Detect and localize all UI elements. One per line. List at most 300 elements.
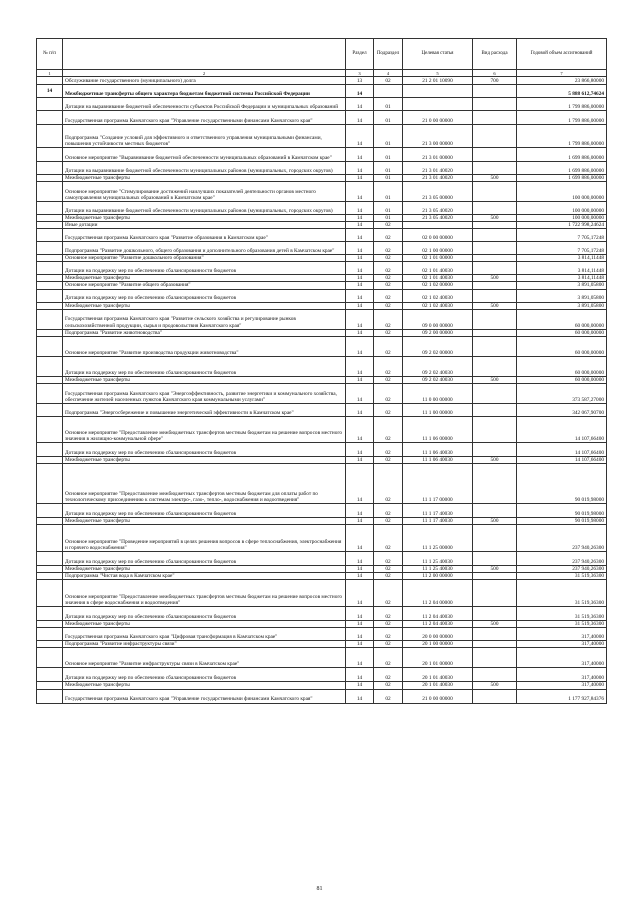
page-number: 81 [316, 886, 323, 892]
header-number: 7 [517, 70, 607, 77]
row-podrazdel: 02 [374, 289, 403, 302]
row-vr: 700 [473, 77, 517, 85]
row-csr: 21 3 05 40020 [403, 215, 473, 222]
row-vr [473, 668, 517, 682]
table-row [37, 403, 607, 416]
row-podrazdel: 02 [374, 262, 403, 275]
row-podrazdel: 02 [374, 689, 403, 703]
row-vr [473, 125, 517, 148]
row-sum: 90 019,98000 [517, 503, 607, 517]
row-name: Межбюджетные трансферты [63, 215, 346, 222]
table-row [37, 215, 607, 222]
table-row [37, 125, 607, 148]
table-row [37, 689, 607, 703]
row-vr [473, 416, 517, 442]
row-csr: 09 2 02 40030 [403, 376, 473, 383]
table-row [37, 580, 607, 607]
row-vr: 500 [473, 275, 517, 282]
header-number: 2 [63, 70, 346, 77]
row-name: Основное мероприятие "Выравнивание бюджетной обеспеченности муниципальных образований в Камчатском крае" [63, 148, 346, 162]
row-podrazdel: 02 [374, 463, 403, 503]
row-number [37, 566, 63, 573]
row-vr [473, 403, 517, 416]
row-name: Межбюджетные трансферты [63, 517, 346, 524]
row-razdel: 14 [346, 229, 374, 242]
table-row [37, 302, 607, 309]
budget-table [36, 38, 607, 704]
row-sum: 237 940,26300 [517, 552, 607, 566]
row-csr: 11 1 25 00000 [403, 525, 473, 552]
row-csr: 20 1 01 40030 [403, 668, 473, 682]
row-sum: 1 722 998,24624 [517, 222, 607, 229]
table-row [37, 242, 607, 255]
row-csr: 11 1 06 00000 [403, 416, 473, 442]
row-csr: 21 3 05 00000 [403, 182, 473, 202]
row-vr: 500 [473, 215, 517, 222]
row-podrazdel: 01 [374, 148, 403, 162]
row-csr: 11 1 06 40030 [403, 456, 473, 463]
row-sum: 3 814,11448 [517, 275, 607, 282]
row-name: Основное мероприятие "Предоставление межбюджетных трансфертов местным бюджетам на решение вопросов местного значения в сфере водоснабжения и водоотведения" [63, 580, 346, 607]
row-razdel: 14 [346, 242, 374, 255]
row-number [37, 222, 63, 229]
row-number [37, 336, 63, 356]
row-csr: 21 3 00 00000 [403, 125, 473, 148]
row-sum: 3 814,11448 [517, 262, 607, 275]
row-podrazdel: 02 [374, 580, 403, 607]
row-name: Государственная программа Камчатского края "Развитие образования в Камчатском крае" [63, 229, 346, 242]
row-sum: 317,40000 [517, 682, 607, 689]
header-number: 5 [403, 70, 473, 77]
table-row [37, 162, 607, 175]
row-csr: 02 1 02 40030 [403, 289, 473, 302]
row-name: Межбюджетные трансферты [63, 566, 346, 573]
row-sum: 342 067,90700 [517, 403, 607, 416]
row-number [37, 182, 63, 202]
row-number [37, 580, 63, 607]
row-number [37, 525, 63, 552]
row-number [37, 442, 63, 456]
row-razdel: 14 [346, 552, 374, 566]
row-razdel: 14 [346, 202, 374, 215]
row-razdel: 14 [346, 376, 374, 383]
header-number: 3 [346, 70, 374, 77]
row-razdel: 14 [346, 503, 374, 517]
row-number [37, 463, 63, 503]
table-row [37, 111, 607, 125]
table-row [37, 525, 607, 552]
row-podrazdel: 02 [374, 416, 403, 442]
row-sum: 60 000,00000 [517, 376, 607, 383]
row-number [37, 456, 63, 463]
table-row [37, 255, 607, 262]
row-sum: 100 000,00000 [517, 182, 607, 202]
row-razdel: 14 [346, 262, 374, 275]
row-name: Межбюджетные трансферты [63, 175, 346, 182]
row-csr: 02 1 02 40030 [403, 302, 473, 309]
row-vr [473, 111, 517, 125]
row-razdel: 14 [346, 175, 374, 182]
row-sum: 14 107,66400 [517, 416, 607, 442]
row-csr: 21 3 01 40020 [403, 175, 473, 182]
row-csr: 02 1 02 00000 [403, 282, 473, 289]
row-razdel: 14 [346, 85, 374, 98]
row-name: Обслуживание государственного (муниципального) долга [63, 77, 346, 85]
row-number [37, 111, 63, 125]
row-csr [403, 98, 473, 111]
row-razdel: 14 [346, 580, 374, 607]
row-razdel: 14 [346, 162, 374, 175]
row-podrazdel: 01 [374, 202, 403, 215]
row-sum: 100 000,00000 [517, 202, 607, 215]
row-vr [473, 356, 517, 376]
table-row [37, 148, 607, 162]
row-name: Государственная программа Камчатского края "Энергоэффективность, развитие энергетики и коммунального хозяйства, обеспечение жителей населенных пунктов Камчатского края коммунальными услугами" [63, 383, 346, 403]
row-number [37, 202, 63, 215]
row-number [37, 607, 63, 621]
table-row [37, 275, 607, 282]
budget-page [36, 38, 606, 704]
row-name: Межбюджетные трансферты [63, 621, 346, 628]
row-number [37, 668, 63, 682]
table-row [37, 77, 607, 85]
row-vr [473, 162, 517, 175]
row-name: Основное мероприятие "Развитие общего образования" [63, 282, 346, 289]
row-csr: 11 2 04 40030 [403, 607, 473, 621]
row-sum: 60 000,00000 [517, 309, 607, 329]
row-vr [473, 262, 517, 275]
table-row [37, 262, 607, 275]
row-name: Дотации на поддержку мер по обеспечению сбалансированности бюджетов [63, 607, 346, 621]
row-razdel: 14 [346, 309, 374, 329]
row-vr [473, 648, 517, 668]
row-name: Дотации на выравнивание бюджетной обеспеченности муниципальных районов (муниципальных, городских округов) [63, 202, 346, 215]
table-row [37, 309, 607, 329]
table-row [37, 517, 607, 524]
row-podrazdel: 02 [374, 383, 403, 403]
row-name: Основное мероприятие "Развитие дошкольного образования" [63, 255, 346, 262]
row-vr [473, 329, 517, 336]
row-razdel: 14 [346, 628, 374, 641]
row-razdel: 14 [346, 517, 374, 524]
row-sum: 237 940,26300 [517, 525, 607, 552]
row-sum: 31 519,36300 [517, 580, 607, 607]
row-sum: 100 000,00000 [517, 215, 607, 222]
row-vr [473, 182, 517, 202]
row-name: Подпрограмма "Создание условий для эффективного и ответственного управления муниципальными финансами, повышения устойчивости местных бюджетов" [63, 125, 346, 148]
row-podrazdel: 02 [374, 302, 403, 309]
row-number [37, 383, 63, 403]
row-name: Государственная программа Камчатского края "Развитие сельского хозяйства и регулирование рынков сельскохозяйственной продукции, сырья и продовольствия Камчатского края" [63, 309, 346, 329]
row-podrazdel: 02 [374, 77, 403, 85]
header-number: 1 [37, 70, 63, 77]
row-name: Основное мероприятие "Стимулирование достижений наилучших показателей деятельности органов местного самоуправления муниципальных образований в Камчатском крае" [63, 182, 346, 202]
row-csr: 11 1 00 00000 [403, 403, 473, 416]
row-vr [473, 641, 517, 648]
row-vr [473, 463, 517, 503]
row-vr: 500 [473, 566, 517, 573]
row-csr: 11 2 00 00000 [403, 573, 473, 580]
table-row [37, 85, 607, 98]
row-csr: 11 2 04 00000 [403, 580, 473, 607]
row-podrazdel: 02 [374, 503, 403, 517]
row-name: Подпрограмма "Развитие инфраструктуры связи" [63, 641, 346, 648]
row-podrazdel: 02 [374, 282, 403, 289]
table-row [37, 552, 607, 566]
row-vr [473, 202, 517, 215]
row-name: Межбюджетные трансферты общего характера бюджетам бюджетной системы Российской Федерации [63, 85, 346, 98]
table-row [37, 289, 607, 302]
row-csr [403, 222, 473, 229]
row-vr [473, 552, 517, 566]
table-row [37, 503, 607, 517]
row-csr: 11 1 25 40030 [403, 552, 473, 566]
header-vr: Вид расхода [473, 39, 517, 70]
row-name: Основное мероприятие "Развитие производства продукции животноводства" [63, 336, 346, 356]
row-number [37, 682, 63, 689]
row-razdel: 14 [346, 275, 374, 282]
row-number [37, 242, 63, 255]
row-number [37, 641, 63, 648]
row-podrazdel: 02 [374, 517, 403, 524]
row-number [37, 552, 63, 566]
row-csr: 21 3 05 40020 [403, 202, 473, 215]
row-sum: 60 000,00000 [517, 336, 607, 356]
row-number [37, 309, 63, 329]
row-sum: 317,40000 [517, 648, 607, 668]
row-name: Основное мероприятие "Развитие инфраструктуры связи в Камчатском крае" [63, 648, 346, 668]
row-podrazdel: 02 [374, 222, 403, 229]
row-sum: 317,40000 [517, 668, 607, 682]
row-vr: 500 [473, 175, 517, 182]
row-number [37, 628, 63, 641]
row-sum: 1 799 886,00000 [517, 98, 607, 111]
row-csr: 11 0 00 00000 [403, 383, 473, 403]
row-podrazdel: 02 [374, 403, 403, 416]
row-razdel: 14 [346, 442, 374, 456]
row-razdel: 14 [346, 668, 374, 682]
row-podrazdel: 02 [374, 566, 403, 573]
row-number [37, 255, 63, 262]
row-name: Дотации на поддержку мер по обеспечению сбалансированности бюджетов [63, 552, 346, 566]
row-sum: 237 940,26300 [517, 566, 607, 573]
table-row [37, 641, 607, 648]
row-vr [473, 503, 517, 517]
row-podrazdel: 01 [374, 111, 403, 125]
table-row [37, 336, 607, 356]
table-row [37, 182, 607, 202]
row-vr [473, 222, 517, 229]
row-podrazdel: 02 [374, 648, 403, 668]
header-num: № п/п [37, 39, 63, 70]
row-csr: 21 0 00 00000 [403, 689, 473, 703]
row-podrazdel: 02 [374, 573, 403, 580]
row-vr [473, 573, 517, 580]
row-csr: 02 1 00 00000 [403, 242, 473, 255]
row-csr: 09 2 02 00000 [403, 336, 473, 356]
row-number [37, 175, 63, 182]
row-csr: 11 1 17 40030 [403, 503, 473, 517]
row-vr [473, 525, 517, 552]
row-podrazdel: 02 [374, 255, 403, 262]
row-sum: 31 519,36300 [517, 607, 607, 621]
row-name: Подпрограмма "Чистая вода в Камчатском крае" [63, 573, 346, 580]
row-vr: 500 [473, 517, 517, 524]
row-sum: 1 799 886,00000 [517, 125, 607, 148]
row-razdel: 14 [346, 566, 374, 573]
row-razdel: 14 [346, 289, 374, 302]
table-row [37, 648, 607, 668]
row-name: Дотации на поддержку мер по обеспечению сбалансированности бюджетов [63, 503, 346, 517]
row-razdel: 14 [346, 416, 374, 442]
header-number: 4 [374, 70, 403, 77]
row-number [37, 275, 63, 282]
row-number: 14 [37, 85, 63, 98]
row-number [37, 215, 63, 222]
row-number [37, 503, 63, 517]
row-vr [473, 242, 517, 255]
row-name: Подпрограмма "Развитие животноводства" [63, 329, 346, 336]
row-name: Государственная программа Камчатского края "Управление государственными финансами Камчатского края" [63, 111, 346, 125]
row-name: Дотации на выравнивание бюджетной обеспеченности муниципальных районов (муниципальных, городских округов) [63, 162, 346, 175]
row-number [37, 403, 63, 416]
row-podrazdel: 02 [374, 641, 403, 648]
row-podrazdel: 01 [374, 162, 403, 175]
row-vr [473, 442, 517, 456]
row-name: Дотации на поддержку мер по обеспечению сбалансированности бюджетов [63, 356, 346, 376]
table-row [37, 668, 607, 682]
row-sum: 373 587,27000 [517, 383, 607, 403]
row-csr: 11 2 04 40030 [403, 621, 473, 628]
row-sum: 60 000,00000 [517, 329, 607, 336]
table-row [37, 329, 607, 336]
table-body [37, 77, 607, 704]
row-name: Межбюджетные трансферты [63, 376, 346, 383]
row-razdel: 14 [346, 111, 374, 125]
header-csr: Целевая статья [403, 39, 473, 70]
row-razdel: 14 [346, 689, 374, 703]
header-number: 6 [473, 70, 517, 77]
row-podrazdel: 02 [374, 668, 403, 682]
row-number [37, 282, 63, 289]
row-podrazdel: 02 [374, 329, 403, 336]
row-razdel: 14 [346, 302, 374, 309]
row-sum: 7 705,17248 [517, 242, 607, 255]
row-vr [473, 607, 517, 621]
row-vr [473, 98, 517, 111]
row-podrazdel: 02 [374, 552, 403, 566]
row-name: Государственная программа Камчатского края "Цифровая трансформация в Камчатском крае" [63, 628, 346, 641]
row-razdel: 14 [346, 182, 374, 202]
row-razdel: 14 [346, 648, 374, 668]
row-csr: 09 2 00 00000 [403, 329, 473, 336]
row-sum: 23 866,80000 [517, 77, 607, 85]
row-number [37, 229, 63, 242]
row-sum: 5 888 612,74624 [517, 85, 607, 98]
row-razdel: 14 [346, 682, 374, 689]
row-number [37, 648, 63, 668]
row-podrazdel: 01 [374, 98, 403, 111]
row-number [37, 376, 63, 383]
row-number [37, 329, 63, 336]
row-podrazdel: 02 [374, 628, 403, 641]
row-podrazdel: 01 [374, 125, 403, 148]
row-csr: 11 1 17 40030 [403, 517, 473, 524]
table-header [37, 39, 607, 70]
row-podrazdel: 02 [374, 242, 403, 255]
table-row [37, 282, 607, 289]
row-csr: 02 1 01 40030 [403, 262, 473, 275]
row-sum: 3 891,05800 [517, 302, 607, 309]
row-sum: 7 705,17248 [517, 229, 607, 242]
table-row [37, 416, 607, 442]
row-name: Межбюджетные трансферты [63, 456, 346, 463]
row-podrazdel: 02 [374, 682, 403, 689]
row-vr [473, 628, 517, 641]
row-podrazdel: 01 [374, 182, 403, 202]
row-razdel: 13 [346, 77, 374, 85]
row-csr: 21 3 01 40020 [403, 162, 473, 175]
row-number [37, 573, 63, 580]
row-razdel: 14 [346, 336, 374, 356]
row-csr: 20 1 01 40030 [403, 682, 473, 689]
row-vr [473, 309, 517, 329]
row-csr: 02 1 01 40030 [403, 275, 473, 282]
row-razdel: 14 [346, 329, 374, 336]
row-razdel: 14 [346, 641, 374, 648]
row-name: Подпрограмма "Развитие дошкольного, общего образования и дополнительного образования детей в Камчатском крае" [63, 242, 346, 255]
row-razdel: 14 [346, 403, 374, 416]
row-number [37, 148, 63, 162]
row-razdel: 14 [346, 621, 374, 628]
row-name: Межбюджетные трансферты [63, 682, 346, 689]
row-razdel: 14 [346, 148, 374, 162]
row-name: Дотации на поддержку мер по обеспечению сбалансированности бюджетов [63, 262, 346, 275]
row-razdel: 14 [346, 255, 374, 262]
row-csr: 02 1 01 00000 [403, 255, 473, 262]
row-name: Межбюджетные трансферты [63, 275, 346, 282]
header-numbers [37, 70, 607, 77]
row-number [37, 125, 63, 148]
row-sum: 3 891,05800 [517, 289, 607, 302]
row-vr [473, 580, 517, 607]
row-razdel: 14 [346, 125, 374, 148]
row-number [37, 416, 63, 442]
row-sum: 317,40000 [517, 628, 607, 641]
row-podrazdel: 02 [374, 356, 403, 376]
table-row [37, 202, 607, 215]
row-razdel: 14 [346, 607, 374, 621]
row-razdel: 14 [346, 383, 374, 403]
row-csr: 21 3 01 00000 [403, 148, 473, 162]
row-csr: 20 1 00 00000 [403, 641, 473, 648]
row-razdel: 14 [346, 215, 374, 222]
row-sum: 60 000,00000 [517, 356, 607, 376]
row-vr [473, 255, 517, 262]
row-name: Основное мероприятие "Предоставление межбюджетных трансфертов местным бюджетам для оплаты работ по технологическому присоединению к системам электро-, газо-, тепло-, водоснабжения и водоотведения" [63, 463, 346, 503]
header-sum: Годовой объем ассигнований [517, 39, 607, 70]
table-row [37, 356, 607, 376]
row-vr: 500 [473, 456, 517, 463]
row-sum: 1 177 927,84376 [517, 689, 607, 703]
row-csr: 09 0 00 00000 [403, 309, 473, 329]
row-name: Иные дотации [63, 222, 346, 229]
row-csr: 21 2 01 10090 [403, 77, 473, 85]
row-number [37, 262, 63, 275]
row-name: Межбюджетные трансферты [63, 302, 346, 309]
row-razdel: 14 [346, 525, 374, 552]
row-sum: 3 891,05800 [517, 282, 607, 289]
